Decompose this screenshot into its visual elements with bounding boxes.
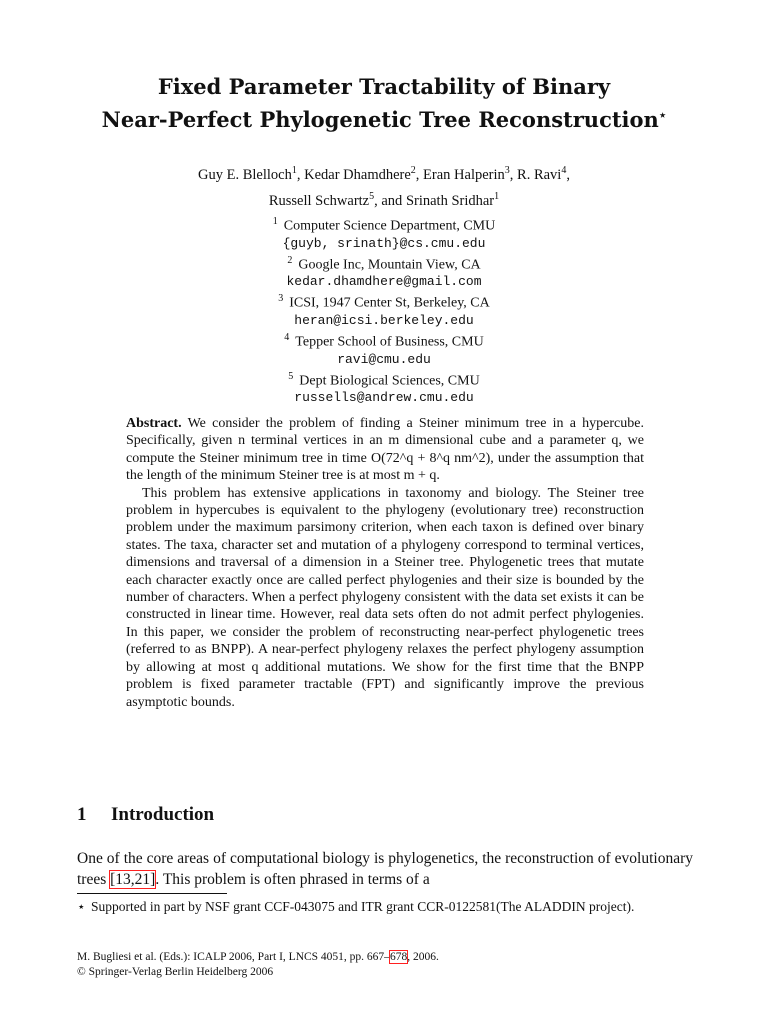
affiliation-number: 3 (278, 293, 284, 305)
author-name: Russell Schwartz (268, 192, 370, 209)
section-number: 1 (77, 804, 87, 825)
affiliation-text: Dept Biological Sciences, CMU (299, 373, 480, 389)
author-affiliation-sup: 4 (561, 165, 567, 176)
footnote-rule (77, 893, 227, 894)
copyright-line: © Springer-Verlag Berlin Heidelberg 2006 (77, 966, 274, 978)
affiliation-institution (0, 252, 768, 274)
affiliation-text: Google Inc, Mountain View, CA (298, 257, 481, 273)
page-range-link[interactable]: 678 (389, 951, 408, 963)
title-line-1: Fixed Parameter Tractability of Binary (157, 74, 611, 99)
footnote-text: Supported in part by NSF grant CCF-043075 and ITR grant CCR-0122581(The ALADDIN project). (91, 899, 635, 914)
author-affiliation-sup: 1 (291, 165, 297, 176)
title-line-2 (0, 101, 768, 134)
pubinfo-line-1 (77, 950, 693, 965)
affiliation-text: ICSI, 1947 Center St, Berkeley, CA (289, 295, 490, 311)
publication-info (77, 950, 693, 980)
affiliation-institution (0, 213, 768, 235)
intro-text-after: . This problem is often phrased in terms of a (155, 871, 430, 888)
affiliation-text: Computer Science Department, CMU (283, 218, 496, 234)
section-title: Introduction (111, 804, 215, 825)
author-affiliation-sup: 5 (369, 190, 375, 202)
abstract-label: Abstract. (126, 416, 182, 431)
affiliation-email: kedar.dhamdhere@gmail.com (286, 274, 482, 290)
affiliation-number: 4 (284, 331, 290, 343)
author-separator: , (415, 166, 424, 183)
affiliation-email: {guyb, srinath}@cs.cmu.edu (282, 235, 486, 251)
affiliation-email: russells@andrew.cmu.edu (294, 390, 474, 406)
author-affiliation-sup: 2 (410, 165, 416, 176)
author-affiliation-sup: 3 (504, 165, 510, 176)
affiliation-email: ravi@cmu.edu (337, 351, 431, 367)
pubinfo-line-1-before: M. Bugliesi et al. (Eds.): ICALP 2006, Part I, LNCS 4051, pp. 667– (77, 951, 390, 963)
author-name: Kedar Dhamdhere (304, 166, 411, 183)
abstract-paragraph-1 (126, 415, 644, 485)
abstract-paragraph-2: This problem has extensive applications in taxonomy and biology. The Steiner tree problem in hypercubes is equivalent to the phylogeny (evolutionary tree) reconstruction problem under the maximum parsimony criterion, when each taxon is defined over binary states. The taxa, character set and mutation of a phylogeny correspond to terminal vertices, dimensions and traversal of a dimension in a Steiner tree. Phylogenetic trees that mutate each character exactly once are called perfect phylogenies and their size is bounded by the number of characters. When a perfect phylogeny consistent with the data set exists it can be constructed in linear time. However, real data sets often do not admit perfect phylogenies. In this paper, we consider the problem of reconstructing near-perfect phylogenetic trees (referred to as BNPP). A near-perfect phylogeny relaxes the perfect phylogeny assumption by allowing at most q additional mutations. We show for the first time that the BNPP problem is fixed parameter tractable (FPT) and significantly improve the previous asymptotic bounds. (126, 485, 644, 710)
affiliation-text: Tepper School of Business, CMU (295, 334, 484, 350)
author-name: R. Ravi (517, 166, 562, 183)
affiliation-number: 1 (272, 216, 278, 227)
affiliation-email: heran@icsi.berkeley.edu (294, 312, 474, 328)
author-affiliation-sup: 1 (494, 190, 500, 202)
abstract (126, 415, 644, 711)
author-list (0, 160, 768, 212)
author-name: Guy E. Blelloch (198, 166, 292, 183)
author-separator: , (509, 166, 518, 183)
affiliation-number: 2 (287, 254, 293, 266)
affiliation-list (0, 213, 768, 406)
affiliation-institution (0, 329, 768, 351)
paper-title (0, 72, 768, 134)
pubinfo-line-1-after: , 2006. (407, 951, 439, 963)
abstract-text-1: We consider the problem of finding a Steiner minimum tree in a hypercube. Specifically, given n terminal vertices in an m dimensional cube and a parameter q, we compute the Steiner minimum tree in time O(72^q + 8^q nm^2), under the assumption that the length of the minimum Steiner tree is at most m + q. (126, 416, 644, 484)
author-separator: , (566, 166, 570, 183)
affiliation-institution (0, 368, 768, 390)
footnote-mark: ⋆ (77, 899, 86, 914)
title-line-2-text: Near-Perfect Phylogenetic Tree Reconstruction (101, 107, 659, 132)
footnote (77, 897, 693, 916)
author-separator: , (296, 166, 305, 183)
citation-link[interactable]: [13,21] (110, 871, 156, 888)
affiliation-institution (0, 290, 768, 312)
author-name: Eran Halperin (423, 166, 505, 183)
affiliation-number: 5 (288, 370, 294, 382)
section-heading (77, 804, 214, 826)
author-separator: , and (374, 192, 406, 209)
title-footnote-mark: ⋆ (658, 108, 667, 122)
intro-text-before: One of the core areas of computational biology is phylogenetics, the reconstruction of evolutionary trees (77, 850, 693, 888)
intro-paragraph (77, 848, 693, 890)
author-name: Srinath Sridhar (405, 192, 495, 209)
